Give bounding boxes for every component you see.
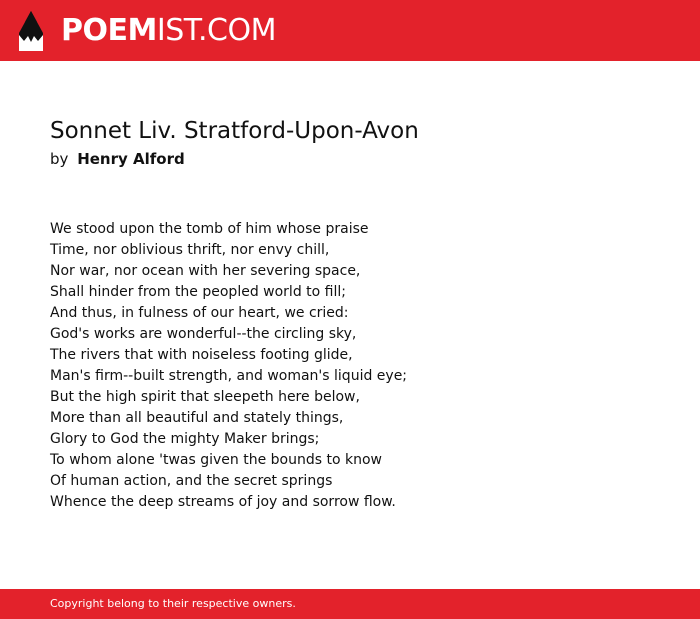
- poem-line: Nor war, nor ocean with her severing space,: [50, 263, 361, 279]
- poem-line: Time, nor oblivious thrift, nor envy chill,: [50, 242, 330, 258]
- poem-line: And thus, in fulness of our heart, we cried:: [50, 305, 349, 321]
- site-header: [0, 0, 700, 61]
- pencil-icon: [16, 9, 46, 53]
- poem-line: Whence the deep streams of joy and sorrow flow.: [50, 494, 396, 510]
- poem-title: Sonnet Liv. Stratford-Upon-Avon: [50, 118, 419, 144]
- poem-line: To whom alone 'twas given the bounds to know: [50, 452, 383, 468]
- poem-line: But the high spirit that sleepeth here below,: [50, 389, 360, 405]
- poem-line: Of human action, and the secret springs: [50, 473, 333, 489]
- poem-line: We stood upon the tomb of him whose praise: [50, 221, 369, 237]
- copyright-text: Copyright belong to their respective owners.: [50, 597, 296, 610]
- site-footer: [0, 589, 700, 619]
- poem-line: Man's firm--built strength, and woman's liquid eye;: [50, 368, 408, 384]
- site-logo-link[interactable]: [16, 9, 276, 53]
- by-label: by: [50, 150, 69, 168]
- poem-line: Shall hinder from the peopled world to fill;: [50, 284, 346, 300]
- poem-body: [50, 219, 407, 513]
- poem-line: God's works are wonderful--the circling sky,: [50, 326, 357, 342]
- site-brand: [61, 9, 276, 53]
- byline: [50, 149, 185, 169]
- poem-line: Glory to God the mighty Maker brings;: [50, 431, 320, 447]
- poem-line: The rivers that with noiseless footing glide,: [50, 347, 353, 363]
- brand-light-text: IST.COM: [156, 13, 276, 48]
- poem-line: More than all beautiful and stately things,: [50, 410, 344, 426]
- brand-bold-text: POEM: [61, 13, 157, 48]
- author-link[interactable]: Henry Alford: [77, 150, 185, 168]
